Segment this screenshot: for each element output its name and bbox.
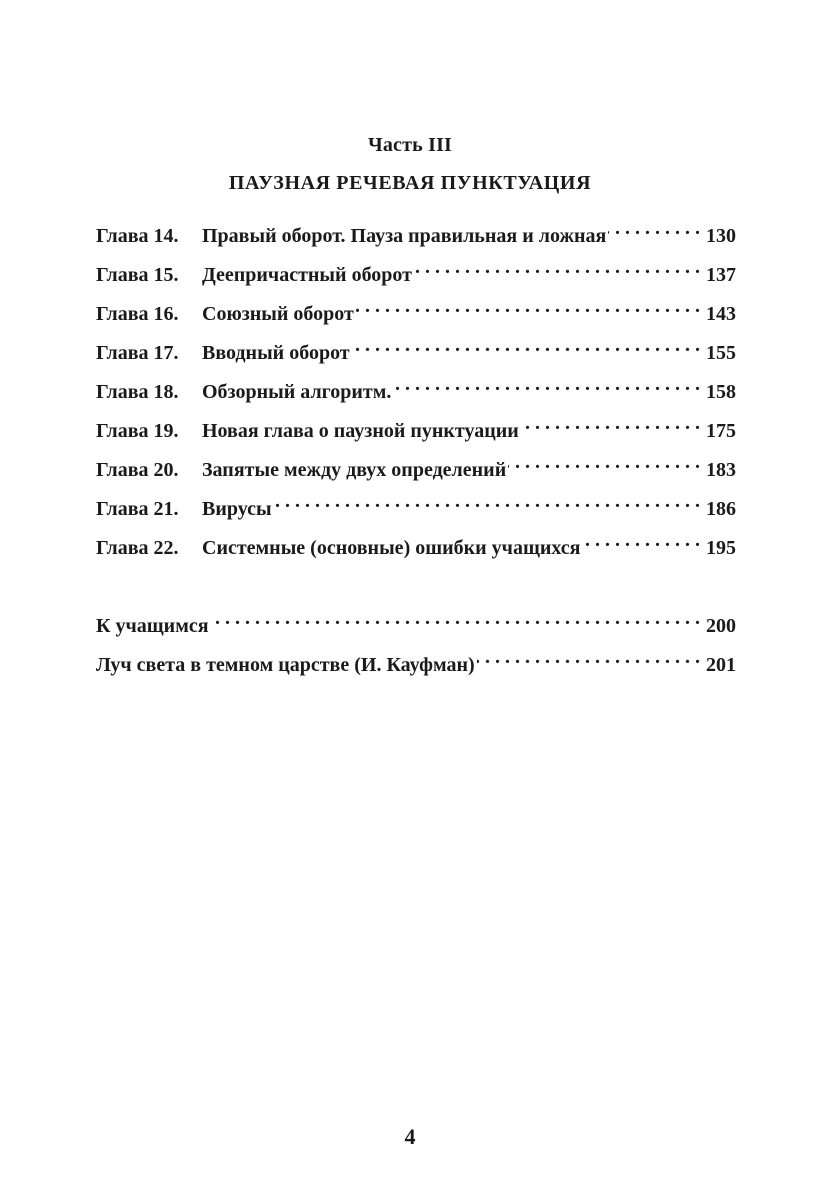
chapter-number: Глава 20.: [96, 459, 179, 481]
chapter-number: Глава 22.: [96, 537, 179, 559]
section-title: К учащимся: [96, 615, 209, 637]
chapter-title: Вирусы: [202, 498, 272, 520]
section-title: Луч света в темном царстве (И. Кауфман): [96, 654, 475, 676]
toc-entry[interactable]: [96, 370, 736, 409]
toc-entry[interactable]: [96, 526, 736, 565]
chapter-title: Обзорный алгоритм.: [202, 381, 392, 403]
toc-entry[interactable]: [96, 292, 736, 331]
page-ref: 200: [706, 615, 736, 637]
page-ref: 186: [706, 498, 736, 520]
chapter-title: Системные (основные) ошибки учащихся: [202, 537, 581, 559]
chapter-title: Запятые между двух определений: [202, 459, 507, 481]
toc-entry[interactable]: [96, 253, 736, 292]
part-label: Часть III: [367, 134, 453, 156]
toc-entry[interactable]: [96, 331, 736, 370]
toc-entry[interactable]: [96, 643, 736, 682]
page-ref: 155: [706, 342, 736, 364]
chapter-title: Вводный оборот: [202, 342, 350, 364]
chapter-number: Глава 17.: [96, 342, 179, 364]
toc-entry[interactable]: [96, 487, 736, 526]
dot-leader: [477, 643, 700, 671]
toc-entry[interactable]: [96, 409, 736, 448]
chapter-number: Глава 19.: [96, 420, 179, 442]
page-ref: 175: [706, 420, 736, 442]
toc-entry[interactable]: [96, 448, 736, 487]
chapter-title: Новая глава о паузной пунктуации: [202, 420, 519, 442]
dot-leader: [583, 526, 701, 554]
dot-leader: [608, 214, 700, 242]
extras-toc: [96, 604, 736, 682]
page-ref: 130: [706, 225, 736, 247]
chapter-number: Глава 21.: [96, 498, 179, 520]
page-ref: 137: [706, 264, 736, 286]
page-number: 4: [404, 1124, 416, 1149]
chapter-title: Союзный оборот: [202, 303, 354, 325]
page-ref: 143: [706, 303, 736, 325]
page-ref: 183: [706, 459, 736, 481]
dot-leader: [414, 253, 700, 281]
chapter-title: Деепричастный оборот: [202, 264, 412, 286]
page-ref: 201: [706, 654, 736, 676]
chapter-number: Глава 16.: [96, 303, 179, 325]
part-title: ПАУЗНАЯ РЕЧЕВАЯ ПУНКТУАЦИЯ: [228, 172, 592, 194]
chapter-number: Глава 14.: [96, 225, 179, 247]
dot-leader: [211, 604, 700, 632]
page-ref: 195: [706, 537, 736, 559]
dot-leader: [393, 370, 700, 398]
dot-leader: [274, 487, 700, 515]
dot-leader: [356, 292, 700, 320]
chapter-number: Глава 18.: [96, 381, 179, 403]
toc-entry[interactable]: [96, 604, 736, 643]
toc-entry[interactable]: [96, 214, 736, 253]
dot-leader: [521, 409, 700, 437]
dot-leader: [352, 331, 700, 359]
dot-leader: [508, 448, 700, 476]
chapter-number: Глава 15.: [96, 264, 179, 286]
chapters-toc: [96, 214, 736, 565]
chapter-title: Правый оборот. Пауза правильная и ложная: [202, 225, 607, 247]
page-ref: 158: [706, 381, 736, 403]
